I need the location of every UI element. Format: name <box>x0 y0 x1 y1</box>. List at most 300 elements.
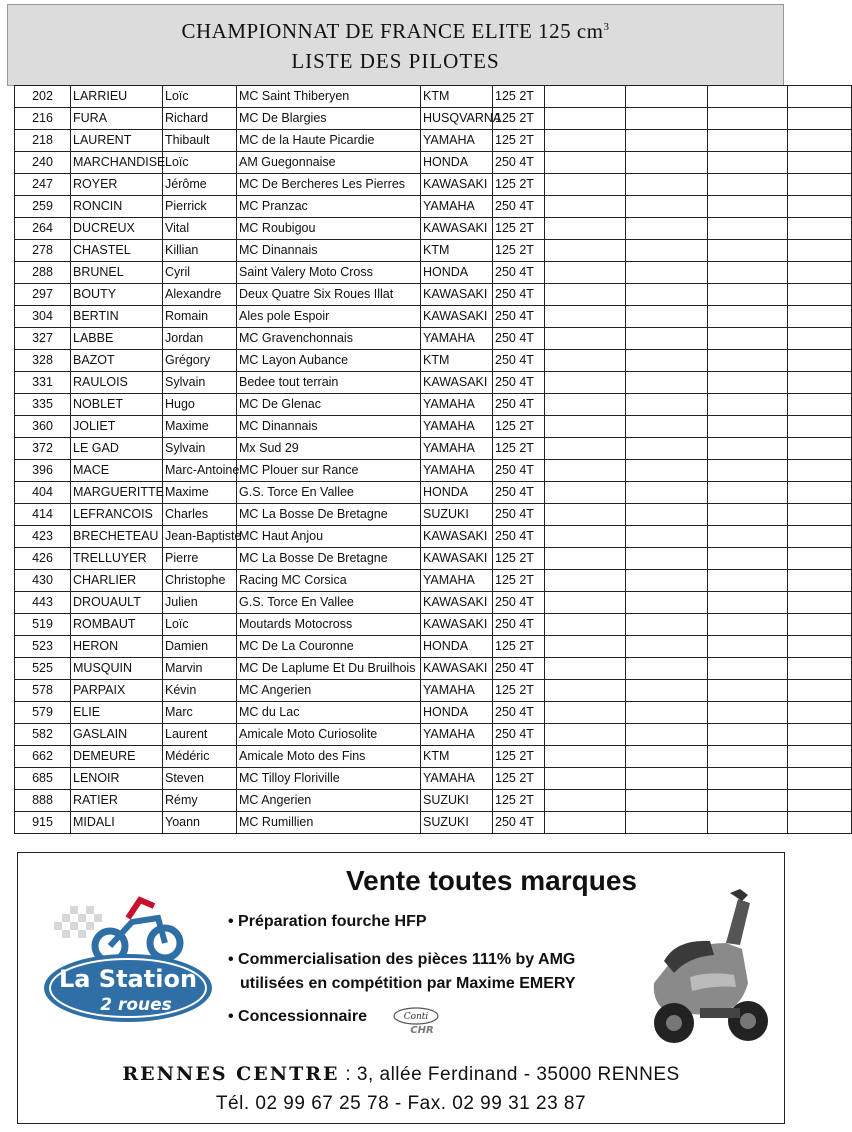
empty-cell <box>708 790 788 812</box>
empty-cell <box>788 658 852 680</box>
pilot-brand: HONDA <box>421 262 493 284</box>
empty-cell <box>545 328 626 350</box>
pilot-number: 331 <box>15 372 71 394</box>
pilot-first-name: Thibault <box>163 130 237 152</box>
empty-cell <box>626 614 708 636</box>
empty-cell <box>788 438 852 460</box>
empty-cell <box>626 570 708 592</box>
empty-cell <box>545 636 626 658</box>
table-row <box>15 196 852 218</box>
ad-bullet: • Commercialisation des pièces 111% by AMG <box>228 951 576 968</box>
pilot-engine: 250 4T <box>493 196 545 218</box>
empty-cell <box>545 174 626 196</box>
empty-cell <box>626 526 708 548</box>
pilot-last-name: CHARLIER <box>71 570 163 592</box>
pilot-brand: KAWASAKI <box>421 592 493 614</box>
pilot-brand: YAMAHA <box>421 394 493 416</box>
pilot-brand: KTM <box>421 350 493 372</box>
pilot-club: MC Angerien <box>237 790 421 812</box>
empty-cell <box>788 86 852 108</box>
table-row <box>15 548 852 570</box>
empty-cell <box>545 196 626 218</box>
ad-headline: Vente toutes marques <box>346 865 637 896</box>
pilot-first-name: Killian <box>163 240 237 262</box>
pilot-club: MC du Lac <box>237 702 421 724</box>
pilot-engine: 125 2T <box>493 790 545 812</box>
empty-cell <box>626 174 708 196</box>
pilot-first-name: Marvin <box>163 658 237 680</box>
pilot-last-name: JOLIET <box>71 416 163 438</box>
empty-cell <box>626 636 708 658</box>
pilot-last-name: LARRIEU <box>71 86 163 108</box>
empty-cell <box>545 548 626 570</box>
pilot-brand: YAMAHA <box>421 328 493 350</box>
empty-cell <box>626 130 708 152</box>
empty-cell <box>788 526 852 548</box>
pilot-last-name: MARGUERITTE <box>71 482 163 504</box>
pilot-first-name: Médéric <box>163 746 237 768</box>
empty-cell <box>708 680 788 702</box>
table-row <box>15 504 852 526</box>
pilot-club: MC La Bosse De Bretagne <box>237 548 421 570</box>
page-title: CHAMPIONNAT DE FRANCE ELITE 125 $cm^3$ <box>181 19 610 43</box>
pilot-brand: YAMAHA <box>421 724 493 746</box>
empty-cell <box>788 460 852 482</box>
empty-cell <box>545 372 626 394</box>
table-row <box>15 592 852 614</box>
empty-cell <box>626 702 708 724</box>
pilot-brand: YAMAHA <box>421 438 493 460</box>
pilot-club: MC de la Haute Picardie <box>237 130 421 152</box>
pilot-last-name: MIDALI <box>71 812 163 834</box>
empty-cell <box>708 504 788 526</box>
empty-cell <box>788 262 852 284</box>
pilot-brand: YAMAHA <box>421 768 493 790</box>
pilot-number: 404 <box>15 482 71 504</box>
table-row <box>15 460 852 482</box>
empty-cell <box>788 306 852 328</box>
pilot-brand: HONDA <box>421 152 493 174</box>
empty-cell <box>545 350 626 372</box>
empty-cell <box>626 746 708 768</box>
pilot-last-name: BERTIN <box>71 306 163 328</box>
pilot-last-name: LE GAD <box>71 438 163 460</box>
pilot-engine: 250 4T <box>493 504 545 526</box>
pilot-first-name: Maxime <box>163 416 237 438</box>
empty-cell <box>708 702 788 724</box>
pilot-engine: 250 4T <box>493 526 545 548</box>
empty-cell <box>545 108 626 130</box>
pilot-club: MC La Bosse De Bretagne <box>237 504 421 526</box>
pilot-last-name: PARPAIX <box>71 680 163 702</box>
empty-cell <box>708 592 788 614</box>
motorbike-icon <box>95 900 180 961</box>
empty-cell <box>626 592 708 614</box>
pilot-last-name: MARCHANDISE <box>71 152 163 174</box>
empty-cell <box>788 108 852 130</box>
pilot-brand: HONDA <box>421 636 493 658</box>
empty-cell <box>545 504 626 526</box>
pilot-number: 525 <box>15 658 71 680</box>
pilot-engine: 125 2T <box>493 768 545 790</box>
pilot-last-name: BAZOT <box>71 350 163 372</box>
pilot-engine: 125 2T <box>493 548 545 570</box>
pilot-first-name: Hugo <box>163 394 237 416</box>
empty-cell <box>788 328 852 350</box>
empty-cell <box>545 460 626 482</box>
empty-cell <box>626 372 708 394</box>
table-row <box>15 614 852 636</box>
pilot-first-name: Cyril <box>163 262 237 284</box>
pilot-last-name: LAURENT <box>71 130 163 152</box>
empty-cell <box>708 658 788 680</box>
pilot-number: 396 <box>15 460 71 482</box>
pilot-last-name: HERON <box>71 636 163 658</box>
pilot-engine: 125 2T <box>493 416 545 438</box>
empty-cell <box>545 768 626 790</box>
pilot-brand: KAWASAKI <box>421 658 493 680</box>
pilot-number: 888 <box>15 790 71 812</box>
empty-cell <box>626 328 708 350</box>
table-row <box>15 482 852 504</box>
table-row <box>15 812 852 834</box>
empty-cell <box>708 240 788 262</box>
empty-cell <box>708 812 788 834</box>
empty-cell <box>708 196 788 218</box>
pilot-number: 304 <box>15 306 71 328</box>
pilot-club: MC Haut Anjou <box>237 526 421 548</box>
pilot-engine: 125 2T <box>493 108 545 130</box>
pilot-number: 414 <box>15 504 71 526</box>
table-row <box>15 416 852 438</box>
pilot-number: 240 <box>15 152 71 174</box>
pilot-club: MC Pranzac <box>237 196 421 218</box>
empty-cell <box>545 570 626 592</box>
empty-cell <box>788 240 852 262</box>
table-row <box>15 306 852 328</box>
empty-cell <box>788 570 852 592</box>
pilot-number: 426 <box>15 548 71 570</box>
pilot-brand: KAWASAKI <box>421 526 493 548</box>
pilot-engine: 250 4T <box>493 328 545 350</box>
pilot-number: 582 <box>15 724 71 746</box>
pilot-brand: YAMAHA <box>421 570 493 592</box>
pilot-engine: 250 4T <box>493 152 545 174</box>
pilot-last-name: DUCREUX <box>71 218 163 240</box>
pilot-number: 216 <box>15 108 71 130</box>
empty-cell <box>788 394 852 416</box>
pilot-engine: 250 4T <box>493 724 545 746</box>
empty-cell <box>626 240 708 262</box>
pilot-number: 519 <box>15 614 71 636</box>
pilot-brand: KTM <box>421 86 493 108</box>
pilot-first-name: Maxime <box>163 482 237 504</box>
empty-cell <box>545 86 626 108</box>
pilot-first-name: Loïc <box>163 86 237 108</box>
pilot-brand: KTM <box>421 240 493 262</box>
empty-cell <box>788 152 852 174</box>
empty-cell <box>788 504 852 526</box>
svg-text:La Station: La Station <box>58 965 198 993</box>
table-row <box>15 768 852 790</box>
pilot-engine: 125 2T <box>493 636 545 658</box>
pilot-last-name: CHASTEL <box>71 240 163 262</box>
empty-cell <box>545 790 626 812</box>
pilot-last-name: BRECHETEAU <box>71 526 163 548</box>
pilot-last-name: LABBE <box>71 328 163 350</box>
pilot-brand: YAMAHA <box>421 196 493 218</box>
pilot-first-name: Charles <box>163 504 237 526</box>
pilot-club: MC Angerien <box>237 680 421 702</box>
empty-cell <box>708 416 788 438</box>
pilot-engine: 250 4T <box>493 482 545 504</box>
pilot-club: MC De La Couronne <box>237 636 421 658</box>
empty-cell <box>626 262 708 284</box>
pilot-club: Amicale Moto Curiosolite <box>237 724 421 746</box>
pilot-engine: 125 2T <box>493 570 545 592</box>
pilot-brand: SUZUKI <box>421 790 493 812</box>
pilot-first-name: Yoann <box>163 812 237 834</box>
table-row <box>15 790 852 812</box>
table-row <box>15 284 852 306</box>
pilot-first-name: Sylvain <box>163 438 237 460</box>
pilot-first-name: Julien <box>163 592 237 614</box>
pilot-club: MC Layon Aubance <box>237 350 421 372</box>
pilot-last-name: MACE <box>71 460 163 482</box>
empty-cell <box>788 614 852 636</box>
table-row <box>15 746 852 768</box>
empty-cell <box>708 636 788 658</box>
pilot-number: 278 <box>15 240 71 262</box>
empty-cell <box>708 482 788 504</box>
empty-cell <box>788 372 852 394</box>
pilot-brand: KAWASAKI <box>421 174 493 196</box>
empty-cell <box>626 548 708 570</box>
pilot-engine: 125 2T <box>493 746 545 768</box>
pilot-number: 662 <box>15 746 71 768</box>
pilot-first-name: Loïc <box>163 614 237 636</box>
empty-cell <box>626 790 708 812</box>
pilot-number: 259 <box>15 196 71 218</box>
table-row <box>15 350 852 372</box>
pilot-last-name: DROUAULT <box>71 592 163 614</box>
pilot-last-name: LEFRANCOIS <box>71 504 163 526</box>
table-row <box>15 394 852 416</box>
table-row <box>15 152 852 174</box>
pilot-engine: 125 2T <box>493 130 545 152</box>
svg-text:CHR: CHR <box>410 1025 434 1036</box>
empty-cell <box>626 284 708 306</box>
pilot-engine: 125 2T <box>493 240 545 262</box>
empty-cell <box>708 108 788 130</box>
pilot-last-name: TRELLUYER <box>71 548 163 570</box>
pilot-brand: SUZUKI <box>421 812 493 834</box>
ad-bullet: • Concessionnaire <box>228 1008 367 1025</box>
empty-cell <box>545 658 626 680</box>
pilot-brand: YAMAHA <box>421 130 493 152</box>
empty-cell <box>708 86 788 108</box>
page-subtitle: LISTE DES PILOTES <box>291 49 500 73</box>
pilot-club: Racing MC Corsica <box>237 570 421 592</box>
pilot-first-name: Marc-Antoine <box>163 460 237 482</box>
pilot-engine: 250 4T <box>493 284 545 306</box>
empty-cell <box>545 482 626 504</box>
svg-text:Conti: Conti <box>403 1012 429 1022</box>
pilot-number: 915 <box>15 812 71 834</box>
pilot-engine: 250 4T <box>493 460 545 482</box>
pilot-club: MC Rumillien <box>237 812 421 834</box>
pilots-table-body <box>15 86 852 834</box>
pilot-engine: 125 2T <box>493 218 545 240</box>
pilot-last-name: RATIER <box>71 790 163 812</box>
empty-cell <box>708 218 788 240</box>
pilot-last-name: BRUNEL <box>71 262 163 284</box>
table-row <box>15 174 852 196</box>
pilot-club: G.S. Torce En Vallee <box>237 592 421 614</box>
empty-cell <box>788 702 852 724</box>
table-row <box>15 86 852 108</box>
empty-cell <box>545 438 626 460</box>
pilot-club: Saint Valery Moto Cross <box>237 262 421 284</box>
pilot-engine: 250 4T <box>493 262 545 284</box>
svg-text:2 roues: 2 roues <box>100 995 172 1015</box>
pilot-engine: 250 4T <box>493 592 545 614</box>
empty-cell <box>545 592 626 614</box>
pilot-first-name: Laurent <box>163 724 237 746</box>
empty-cell <box>708 284 788 306</box>
pilot-brand: KAWASAKI <box>421 306 493 328</box>
pilot-club: AM Guegonnaise <box>237 152 421 174</box>
pilot-club: Amicale Moto des Fins <box>237 746 421 768</box>
empty-cell <box>545 306 626 328</box>
empty-cell <box>708 372 788 394</box>
empty-cell <box>545 526 626 548</box>
table-row <box>15 438 852 460</box>
empty-cell <box>788 416 852 438</box>
pilot-engine: 250 4T <box>493 372 545 394</box>
empty-cell <box>708 548 788 570</box>
empty-cell <box>708 614 788 636</box>
table-row <box>15 328 852 350</box>
empty-cell <box>788 768 852 790</box>
pilot-last-name: BOUTY <box>71 284 163 306</box>
empty-cell <box>708 570 788 592</box>
pilot-first-name: Richard <box>163 108 237 130</box>
empty-cell <box>708 460 788 482</box>
empty-cell <box>545 284 626 306</box>
pilot-last-name: ELIE <box>71 702 163 724</box>
empty-cell <box>545 724 626 746</box>
pilot-brand: KAWASAKI <box>421 372 493 394</box>
empty-cell <box>626 416 708 438</box>
pilot-club: MC De Glenac <box>237 394 421 416</box>
pilot-club: Deux Quatre Six Roues Illat <box>237 284 421 306</box>
empty-cell <box>626 724 708 746</box>
empty-cell <box>626 394 708 416</box>
conti-chr-logo <box>390 1006 442 1036</box>
la-station-logo <box>40 888 215 1038</box>
pilot-club: MC Saint Thiberyen <box>237 86 421 108</box>
pilot-engine: 125 2T <box>493 174 545 196</box>
empty-cell <box>708 262 788 284</box>
empty-cell <box>545 152 626 174</box>
table-row <box>15 130 852 152</box>
empty-cell <box>545 702 626 724</box>
pilot-first-name: Vital <box>163 218 237 240</box>
empty-cell <box>788 592 852 614</box>
pilot-engine: 250 4T <box>493 350 545 372</box>
pilot-first-name: Kévin <box>163 680 237 702</box>
pilot-club: MC De Bercheres Les Pierres <box>237 174 421 196</box>
pilot-first-name: Grégory <box>163 350 237 372</box>
pilot-club: MC Plouer sur Rance <box>237 460 421 482</box>
pilot-engine: 250 4T <box>493 812 545 834</box>
phone-fax-line: Tél. 02 99 67 25 78 - Fax. 02 99 31 23 87 <box>215 1093 587 1114</box>
pilot-brand: HONDA <box>421 702 493 724</box>
empty-cell <box>545 130 626 152</box>
scooter-image <box>630 883 780 1058</box>
empty-cell <box>708 152 788 174</box>
table-row <box>15 526 852 548</box>
pilot-brand: KAWASAKI <box>421 548 493 570</box>
pilot-brand: KTM <box>421 746 493 768</box>
pilot-brand: YAMAHA <box>421 460 493 482</box>
pilot-engine: 250 4T <box>493 614 545 636</box>
pilot-number: 443 <box>15 592 71 614</box>
empty-cell <box>708 328 788 350</box>
pilot-engine: 125 2T <box>493 680 545 702</box>
ad-bullet: • Préparation fourche HFP <box>228 913 427 930</box>
empty-cell <box>788 482 852 504</box>
pilot-club: Moutards Motocross <box>237 614 421 636</box>
pilot-brand: KAWASAKI <box>421 218 493 240</box>
pilot-number: 328 <box>15 350 71 372</box>
empty-cell <box>788 196 852 218</box>
empty-cell <box>708 746 788 768</box>
table-row <box>15 240 852 262</box>
pilot-first-name: Loïc <box>163 152 237 174</box>
pilot-last-name: FURA <box>71 108 163 130</box>
empty-cell <box>545 614 626 636</box>
empty-cell <box>708 306 788 328</box>
pilot-number: 288 <box>15 262 71 284</box>
empty-cell <box>708 394 788 416</box>
pilot-brand: KAWASAKI <box>421 614 493 636</box>
pilot-last-name: ROMBAUT <box>71 614 163 636</box>
advertisement <box>17 852 785 1124</box>
empty-cell <box>626 658 708 680</box>
pilot-club: MC De Blargies <box>237 108 421 130</box>
empty-cell <box>545 812 626 834</box>
empty-cell <box>788 218 852 240</box>
pilot-engine: 250 4T <box>493 702 545 724</box>
empty-cell <box>788 680 852 702</box>
empty-cell <box>708 526 788 548</box>
pilot-number: 297 <box>15 284 71 306</box>
pilot-last-name: LENOIR <box>71 768 163 790</box>
pilot-engine: 250 4T <box>493 306 545 328</box>
pilot-last-name: NOBLET <box>71 394 163 416</box>
table-row <box>15 262 852 284</box>
pilot-first-name: Marc <box>163 702 237 724</box>
table-row <box>15 658 852 680</box>
pilot-brand: KAWASAKI <box>421 284 493 306</box>
empty-cell <box>626 768 708 790</box>
pilot-number: 218 <box>15 130 71 152</box>
pilot-club: Bedee tout terrain <box>237 372 421 394</box>
pilot-engine: 125 2T <box>493 86 545 108</box>
empty-cell <box>545 680 626 702</box>
